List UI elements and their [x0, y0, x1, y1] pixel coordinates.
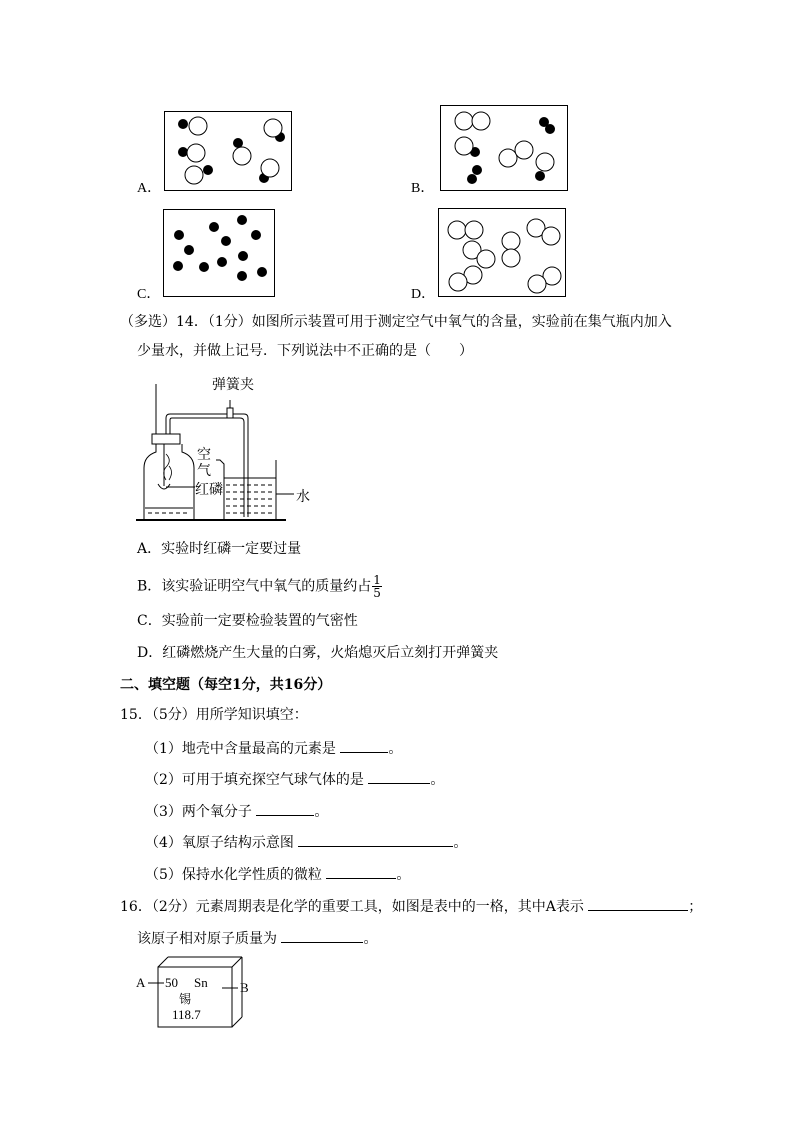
period: 。	[430, 772, 445, 788]
answer-blank-4[interactable]	[298, 832, 453, 847]
molecules-diagram	[441, 106, 567, 190]
semicolon: ；	[688, 899, 703, 915]
section-title: 二、填空题（每空1分，共16分）	[120, 677, 332, 693]
mixed-particles-diagram	[165, 112, 291, 190]
water-label: 水	[296, 489, 310, 505]
period: 。	[363, 931, 378, 947]
q16-line-1	[120, 896, 702, 916]
q15-item-4	[145, 832, 467, 852]
q16-line-2-text: 该原子相对原子质量为	[137, 931, 277, 947]
q15-item-5	[145, 864, 410, 884]
q16-line-1-text: 16．（2分）元素周期表是化学的重要工具，如图是表中的一格，其中A表示	[120, 899, 584, 915]
fraction-numerator: 1	[373, 573, 381, 587]
element-name: 锡	[179, 992, 192, 1006]
oxygen-measurement-apparatus	[136, 372, 336, 527]
answer-blank-7[interactable]	[281, 928, 363, 943]
option-b-label: B．	[411, 181, 435, 196]
q15-item-3	[145, 801, 328, 821]
q14-option-c: C．实验前一定要检验装置的气密性	[137, 613, 358, 629]
fraction-one-fifth	[372, 574, 382, 599]
element-symbol: Sn	[194, 975, 208, 990]
q15-item-2-text: （2）可用于填充探空气球气体的是	[145, 772, 364, 788]
q16-line-2	[137, 928, 377, 948]
answer-blank-6[interactable]	[588, 896, 688, 911]
q14-option-a: A．实验时红磷一定要过量	[137, 541, 302, 557]
option-a-label: A．	[137, 181, 162, 196]
q14-option-d: D．红磷燃烧产生大量的白雾，火焰熄灭后立刻打开弹簧夹	[137, 645, 499, 661]
label-a: A	[136, 975, 146, 990]
answer-blank-5[interactable]	[326, 864, 396, 879]
air-label-1: 空	[197, 447, 211, 463]
fraction-denominator: 5	[373, 586, 381, 600]
option-d-label: D．	[411, 287, 436, 302]
clamp-label: 弹簧夹	[212, 377, 254, 393]
period: 。	[314, 804, 329, 820]
label-b: B	[240, 980, 249, 995]
answer-blank-2[interactable]	[368, 769, 430, 784]
q14-stem-line-1: （多选）14．（1分）如图所示装置可用于测定空气中氧气的含量，实验前在集气瓶内加入	[120, 314, 672, 330]
phosphorus-label: 红磷	[195, 482, 223, 498]
q15-item-3-text: （3）两个氧分子	[145, 804, 252, 820]
diatomic-molecules-diagram	[439, 209, 565, 296]
option-b-particle-box	[440, 105, 568, 191]
atomic-number: 50	[165, 975, 178, 990]
air-label-2: 气	[197, 463, 211, 479]
atoms-diagram	[164, 210, 274, 296]
periodic-table-cell	[134, 952, 264, 1032]
period: 。	[388, 741, 403, 757]
q15-item-1	[145, 738, 402, 758]
q14-option-b	[137, 574, 382, 599]
answer-blank-1[interactable]	[340, 738, 388, 753]
period: 。	[396, 867, 411, 883]
q15-item-5-text: （5）保持水化学性质的微粒	[145, 867, 322, 883]
q15-item-2	[145, 769, 444, 789]
q15-item-1-text: （1）地壳中含量最高的元素是	[145, 741, 336, 757]
q15-item-4-text: （4）氧原子结构示意图	[145, 835, 294, 851]
q14-option-b-text: B．该实验证明空气中氧气的质量约占	[137, 578, 372, 595]
option-d-particle-box	[438, 208, 566, 297]
answer-blank-3[interactable]	[256, 801, 314, 816]
atomic-mass: 118.7	[172, 1007, 201, 1022]
period: 。	[453, 835, 468, 851]
option-c-label: C．	[137, 287, 161, 302]
option-a-particle-box	[164, 111, 292, 191]
option-c-particle-box	[163, 209, 275, 297]
q14-stem-line-2: 少量水，并做上记号．下列说法中不正确的是（ ）	[137, 343, 473, 359]
q15-stem: 15．（5分）用所学知识填空：	[120, 707, 308, 723]
